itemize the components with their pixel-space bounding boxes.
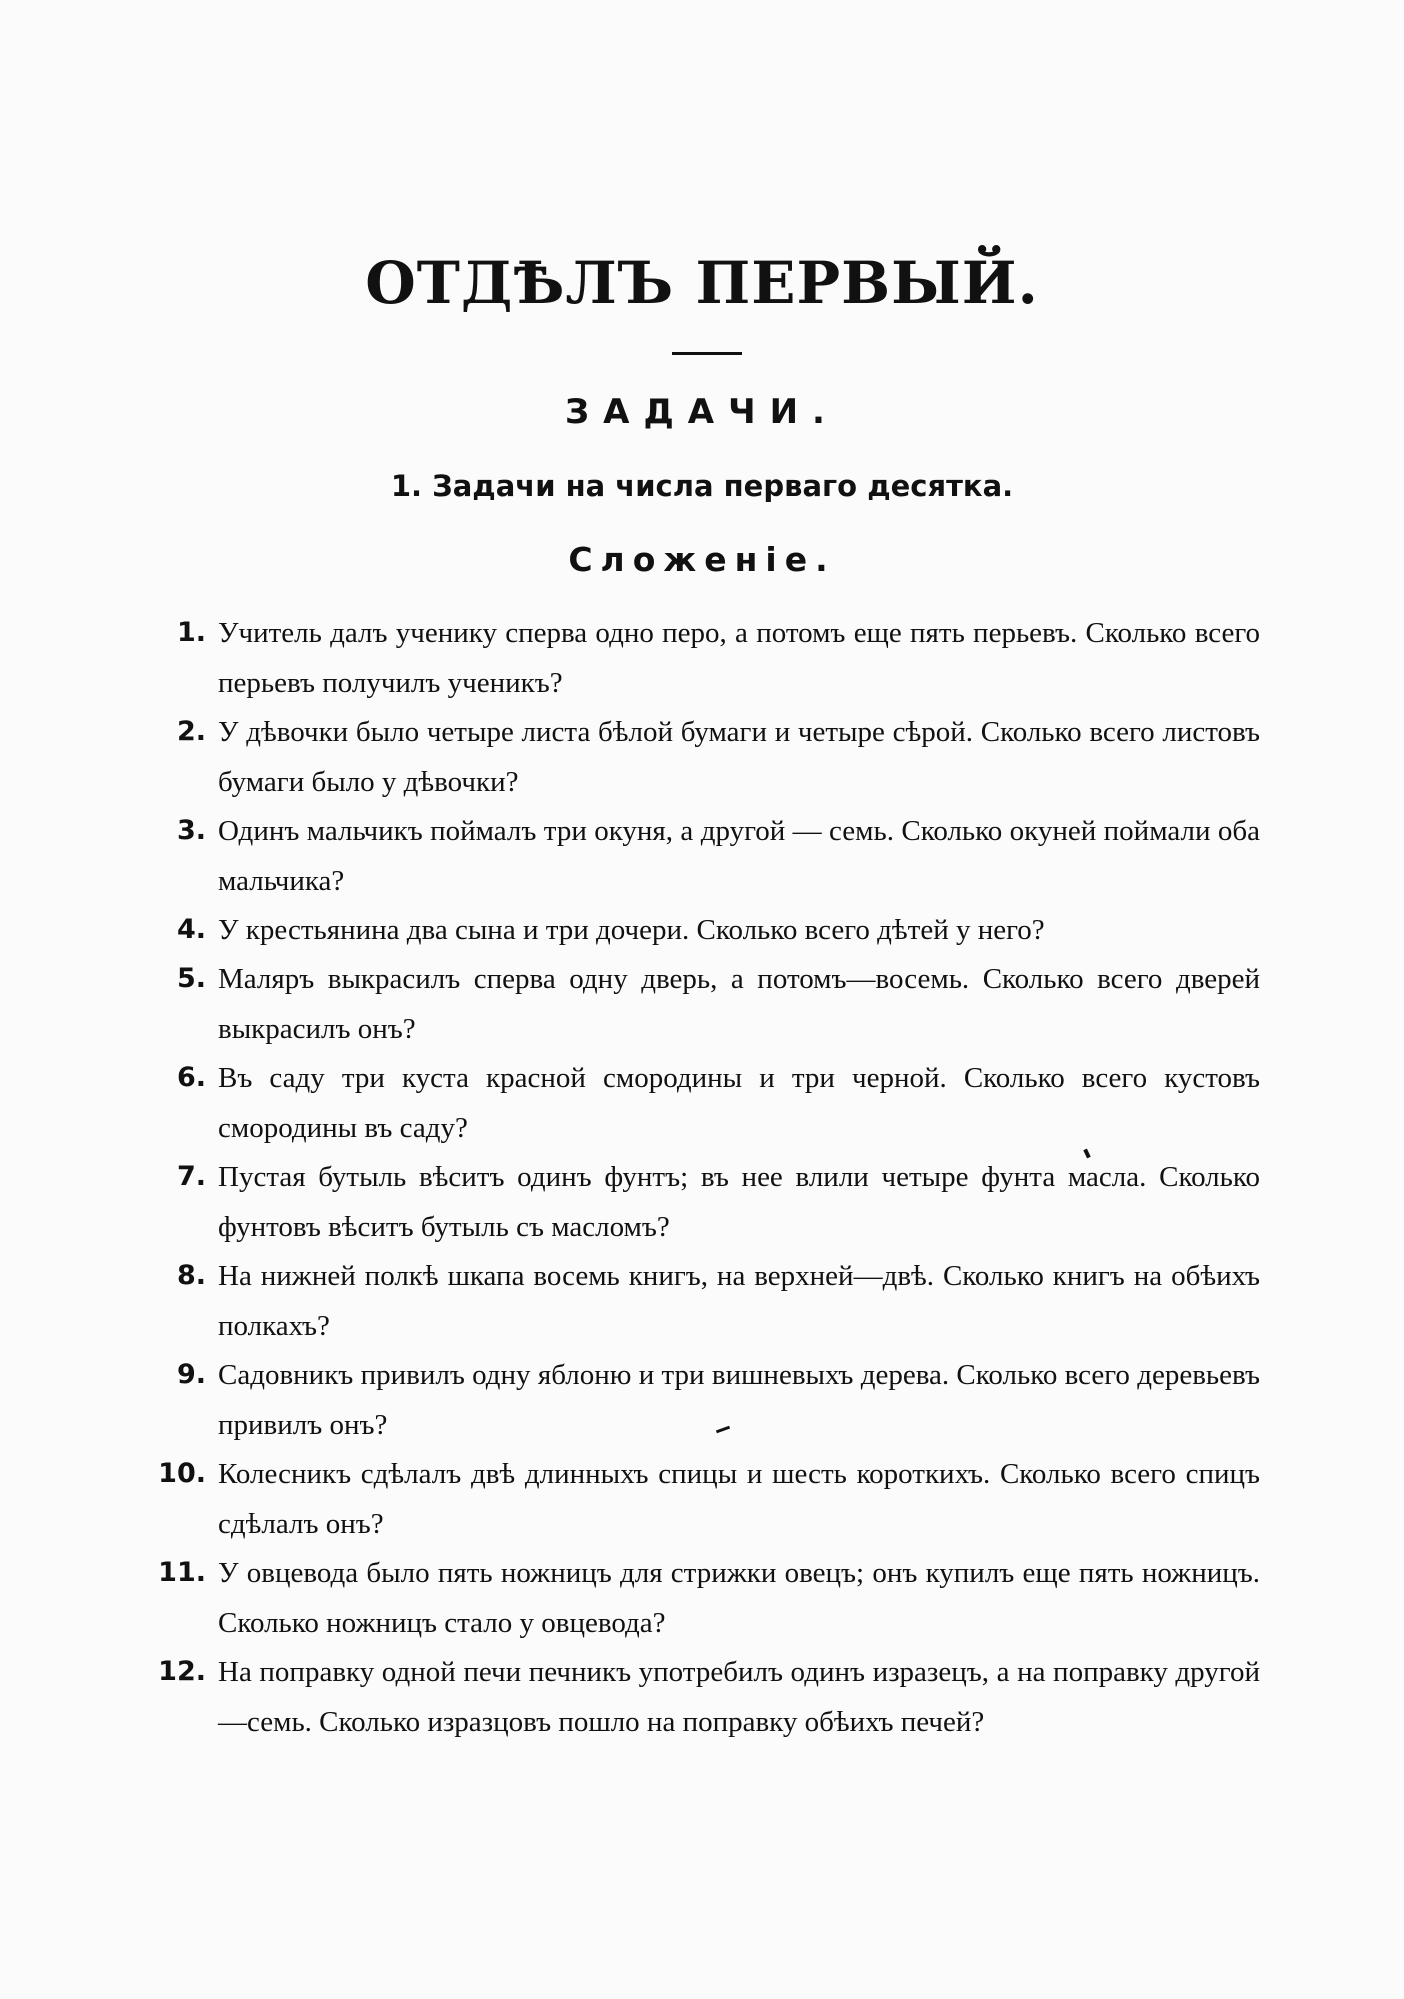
subsection-title: 1. Задачи на числа перваго десятка. — [390, 469, 1014, 503]
section-title: ЗАДАЧИ. — [565, 392, 839, 432]
problem-number: 11. — [158, 1557, 206, 1588]
problem-text: У дѣвочки было четыре листа бѣлой бумаги и четыре сѣрой. Сколько всего листовъ бумаги было у дѣвочки? — [218, 716, 1260, 798]
problem-text: Садовникъ привилъ одну яблоню и три вишневыхъ дерева. Сколько всего деревьевъ привилъ онъ? — [218, 1359, 1260, 1441]
title-rule — [672, 352, 742, 355]
problem-item — [138, 1053, 1260, 1152]
problem-number: 2. — [176, 716, 206, 747]
problem-item — [138, 905, 1260, 954]
problem-text: Пустая бутыль вѣситъ одинъ фунтъ; въ нее влили четыре фунта масла. Сколько фунтовъ вѣситъ бутыль съ масломъ? — [218, 1161, 1260, 1243]
problem-text: Колесникъ сдѣлалъ двѣ длинныхъ спицы и шесть короткихъ. Сколько всего спицъ сдѣлалъ онъ? — [218, 1458, 1260, 1540]
problem-text: У крестьянина два сына и три дочери. Сколько всего дѣтей у него? — [218, 914, 1045, 946]
problem-item — [138, 1647, 1260, 1746]
part-title: ОТДѢЛЪ ПЕРВЫЙ. — [365, 249, 1039, 317]
problem-item — [138, 707, 1260, 806]
problem-number: 3. — [176, 815, 206, 846]
problem-number: 8. — [176, 1260, 206, 1291]
problem-text: Въ саду три куста красной смородины и три черной. Сколько всего кустовъ смородины въ саду? — [218, 1062, 1260, 1144]
problem-item — [138, 806, 1260, 905]
problem-text: На нижней полкѣ шкапа восемь книгъ, на верхней—двѣ. Сколько книгъ на обѣихъ полкахъ? — [218, 1260, 1260, 1342]
problem-item — [138, 1548, 1260, 1647]
problem-list — [138, 608, 1260, 1746]
problem-number: 7. — [176, 1161, 206, 1192]
problem-text: Учитель далъ ученику сперва одно перо, а потомъ еще пять перьевъ. Сколько всего перьевъ получилъ ученикъ? — [218, 617, 1260, 699]
problem-text: Одинъ мальчикъ поймалъ три окуня, а другой — семь. Сколько окуней поймали оба мальчика? — [218, 815, 1260, 897]
problem-number: 1. — [176, 617, 206, 648]
problem-number: 5. — [176, 963, 206, 994]
problem-number: 4. — [176, 914, 206, 945]
problem-number: 12. — [158, 1656, 206, 1687]
problem-item — [138, 608, 1260, 707]
problem-text: У овцевода было пять ножницъ для стрижки овецъ; онъ купилъ еще пять ножницъ. Сколько ножницъ стало у овцевода? — [218, 1557, 1260, 1639]
problem-item — [138, 1350, 1260, 1449]
topic-title: Сложеніе. — [568, 540, 836, 579]
problem-text: На поправку одной печи печникъ употребилъ одинъ изразецъ, а на поправку другой—семь. Сколько изразцовъ пошло на поправку обѣихъ печей? — [218, 1656, 1260, 1738]
problem-item — [138, 1449, 1260, 1548]
problem-number: 6. — [176, 1062, 206, 1093]
problem-number: 9. — [176, 1359, 206, 1390]
problem-item — [138, 954, 1260, 1053]
problem-number: 10. — [158, 1458, 206, 1489]
problem-item — [138, 1251, 1260, 1350]
problem-text: Маляръ выкрасилъ сперва одну дверь, а потомъ—восемь. Сколько всего дверей выкрасилъ онъ? — [218, 963, 1260, 1045]
problem-item — [138, 1152, 1260, 1251]
